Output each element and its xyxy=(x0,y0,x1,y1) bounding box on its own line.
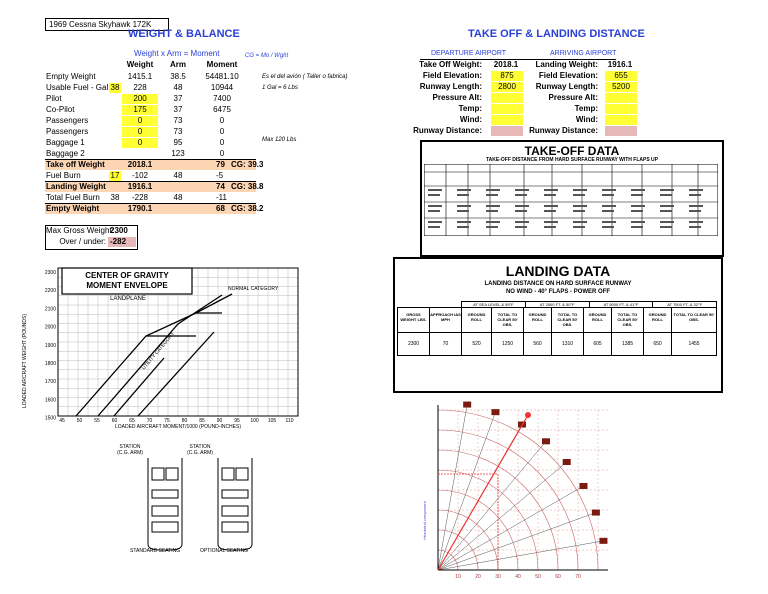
to-grid-cell xyxy=(515,210,527,212)
wind-axis-label: Headwind component xyxy=(422,501,427,540)
to-grid-cell xyxy=(602,194,614,196)
pilot-seat-optional xyxy=(222,468,234,480)
wind-angle-tag xyxy=(542,438,550,444)
arr-runway-length-label: Runway Length: xyxy=(535,82,598,91)
to-grid-cell xyxy=(515,194,527,196)
to-grid-cell xyxy=(660,189,674,191)
col-arm-header: Arm xyxy=(169,60,186,69)
wb-row-label: Pilot xyxy=(46,94,62,103)
wb-row-arm: 95 xyxy=(173,138,183,147)
wb-row-arm: 38.5 xyxy=(170,72,186,81)
to-grid-cell xyxy=(689,205,703,207)
to-grid-cell xyxy=(631,210,643,212)
wb-row-arm: 37 xyxy=(173,94,183,103)
to-grid-cell xyxy=(573,221,587,223)
wind-x-tick: 70 xyxy=(575,574,581,580)
wb-row-moment: 54481.10 xyxy=(205,72,239,81)
dep-runway-distance-value xyxy=(491,126,523,136)
wb-row-moment: 0 xyxy=(219,127,225,136)
fuselage-outline-optional xyxy=(218,458,252,550)
to-grid-cell xyxy=(544,205,558,207)
to-grid-cell xyxy=(689,194,701,196)
cg-y-tick: 1500 xyxy=(44,415,56,422)
wind-x-tick: 30 xyxy=(495,574,501,580)
takeoff-weight-label-2: Take Off Weight: xyxy=(419,60,482,69)
wind-angle-tag xyxy=(599,538,607,544)
takeoff-weight-label: Take off Weight xyxy=(46,160,105,169)
cg-x-tick: 110 xyxy=(285,418,294,424)
wb-row-weight: 1415.1 xyxy=(127,72,153,81)
arr-wind-label: Wind: xyxy=(575,115,598,124)
to-grid-cell xyxy=(515,189,529,191)
wb-row-moment: 0 xyxy=(219,149,225,158)
pilot-seat-standard xyxy=(152,468,164,480)
cg-x-tick: 45 xyxy=(59,418,65,424)
wind-ray xyxy=(438,415,494,570)
total-fuel-burn-arm: 48 xyxy=(173,193,183,202)
to-grid-cell xyxy=(515,226,527,228)
to-grid-cell xyxy=(486,194,498,196)
optional-seating-label: OPTIONAL SEATING xyxy=(200,548,249,554)
arr-runway-length-input[interactable]: 5200 xyxy=(605,82,637,92)
max-gross-label: Max Gross Weight: xyxy=(46,226,114,235)
dep-runway-distance-label: Runway Distance: xyxy=(413,126,482,135)
cg-utility-label: UTILITY CATEGORY xyxy=(140,331,177,372)
wb-row-arm: 48 xyxy=(173,83,183,92)
baggage-area2-standard xyxy=(152,522,178,532)
ld-cell-0: 2300 xyxy=(397,333,429,355)
rear-pass-optional xyxy=(222,490,248,498)
to-grid-cell xyxy=(689,189,703,191)
wind-x-tick: 50 xyxy=(535,574,541,580)
ld-cell-1: 70 xyxy=(429,333,461,355)
cg-x-label: LOADED AIRCRAFT MOMENT/1000 (POUND-INCHES) xyxy=(114,424,242,430)
departure-airport-label: DEPARTURE AIRPORT xyxy=(431,50,507,57)
landing-data-title: LANDING DATA xyxy=(505,263,611,279)
to-grid-cell xyxy=(573,205,587,207)
dep-pressure-alt-input[interactable] xyxy=(491,93,523,103)
cg-y-tick: 1900 xyxy=(44,342,56,349)
fuel-burn-moment: -5 xyxy=(216,171,224,180)
to-grid-cell xyxy=(515,205,529,207)
to-grid-cell xyxy=(486,226,498,228)
rear-pass-standard xyxy=(152,490,178,498)
ld-cell-4: 560 xyxy=(523,333,551,355)
wb-formula: Weight x Arm = Moment xyxy=(134,49,220,58)
to-grid-cell xyxy=(631,194,643,196)
ld-header-0: GROSS WEIGHT LBS. xyxy=(397,308,429,332)
to-grid-cell xyxy=(660,226,672,228)
wb-row-moment: 0 xyxy=(219,116,225,125)
takeoff-data-subtitle: TAKE-OFF DISTANCE FROM HARD SURFACE RUNWAY WITH FLAPS UP xyxy=(485,157,659,163)
ld-cell-9: 1455 xyxy=(671,333,717,355)
to-grid-cell xyxy=(631,226,643,228)
wb-row-moment: 10944 xyxy=(210,83,234,92)
cg-formula: CG = Mo / Wght xyxy=(245,53,289,59)
total-fuel-burn-moment: -11 xyxy=(216,193,227,202)
to-grid-cell xyxy=(457,194,469,196)
to-grid-cell xyxy=(631,221,645,223)
to-grid-cell xyxy=(457,221,471,223)
dep-runway-length-input[interactable]: 2800 xyxy=(491,82,523,92)
cg-normal-label: NORMAL CATEGORY xyxy=(228,286,279,292)
to-grid-cell xyxy=(486,189,500,191)
ld-alt-3: AT 7500 FT. & 32°F xyxy=(652,302,717,307)
wb-row-label: Passengers xyxy=(46,127,89,136)
envelope-line-c xyxy=(114,358,164,416)
arr-temp-label: Temp: xyxy=(574,104,598,113)
to-grid-cell xyxy=(602,226,614,228)
arr-field-elev-input[interactable]: 655 xyxy=(605,71,637,81)
to-grid-cell xyxy=(602,210,614,212)
arr-temp-input[interactable] xyxy=(605,104,637,114)
standard-seating-label: STANDARD SEATING xyxy=(130,548,181,554)
cg-x-tick: 65 xyxy=(129,418,135,424)
over-under-value: -282 xyxy=(108,237,136,247)
total-fuel-burn-weight: -228 xyxy=(131,193,148,202)
wb-row-gal-input[interactable]: 38 xyxy=(110,83,120,92)
dep-temp-label: Temp: xyxy=(458,104,482,113)
to-grid-cell xyxy=(602,205,616,207)
todl-heading: TAKE OFF & LANDING DISTANCE xyxy=(468,28,645,40)
ld-header-8: GROUND ROLL xyxy=(643,308,671,332)
landing-data-subtitle-2: NO WIND - 40° FLAPS - POWER OFF xyxy=(505,289,611,295)
ld-cell-2: 520 xyxy=(461,333,491,355)
arr-runway-distance-value xyxy=(605,126,637,136)
cg-x-tick: 85 xyxy=(199,418,205,424)
ld-header-7: TOTAL TO CLEAR 50' OBS. xyxy=(611,308,643,332)
wb-row-moment: 7400 xyxy=(213,94,231,103)
landing-data-table xyxy=(393,257,723,393)
cg-x-tick: 50 xyxy=(76,418,83,424)
wind-angle-tag xyxy=(463,402,471,408)
to-grid-cell xyxy=(689,226,701,228)
wb-row-label: Usable Fuel - Gal xyxy=(46,83,109,92)
to-grid-cell xyxy=(457,226,469,228)
wb-row-note: Max 120 Lbs xyxy=(262,137,297,143)
to-grid-cell xyxy=(573,210,585,212)
fuel-burn-label: Fuel Burn xyxy=(46,171,81,180)
wb-row-moment: 6475 xyxy=(213,105,231,114)
wind-x-tick: 20 xyxy=(475,574,481,580)
cg-y-tick: 2300 xyxy=(44,270,56,276)
wind-angle-tag xyxy=(563,459,571,465)
to-grid-cell xyxy=(602,189,616,191)
arr-pressure-alt-input[interactable] xyxy=(605,93,637,103)
takeoff-data-grid xyxy=(424,164,718,236)
cg-x-tick: 55 xyxy=(94,418,100,424)
to-grid-cell xyxy=(631,189,645,191)
wind-angle-tag xyxy=(491,409,499,415)
copilot-seat-standard xyxy=(166,468,178,480)
col-moment-header: Moment xyxy=(206,60,238,69)
baggage-area1-optional xyxy=(222,506,248,516)
to-grid-cell xyxy=(660,221,674,223)
max-gross-value: 2300 xyxy=(110,226,128,235)
cg-x-tick: 100 xyxy=(250,418,259,424)
to-grid-cell xyxy=(428,194,440,196)
dep-field-elev-input[interactable]: 875 xyxy=(491,71,523,81)
takeoff-moment-value: 79 xyxy=(216,160,225,169)
wb-row-label: Empty Weight xyxy=(46,72,96,81)
cg-x-tick: 75 xyxy=(164,418,170,424)
wind-angle-tag xyxy=(579,483,587,489)
takeoff-weight-value-2: 2018.1 xyxy=(493,60,519,69)
wb-row-weight[interactable]: 228 xyxy=(133,83,147,92)
takeoff-data-title: TAKE-OFF DATA xyxy=(524,144,620,158)
wind-point xyxy=(525,412,531,418)
landing-weight-label-2: Landing Weight: xyxy=(535,60,598,69)
to-grid-cell xyxy=(486,210,498,212)
ld-alt-1: AT 2500 FT. & 50°F xyxy=(525,302,589,307)
total-fuel-burn-gal: 38 xyxy=(110,193,120,202)
ld-cell-5: 1310 xyxy=(551,333,583,355)
wb-row-arm: 73 xyxy=(173,127,183,136)
to-grid-cell xyxy=(660,205,674,207)
document-title: 1969 Cessna Skyhawk 172K xyxy=(45,18,169,31)
baggage-area1-standard xyxy=(152,506,178,516)
wb-row-label: Baggage 2 xyxy=(46,149,85,158)
ld-header-2: GROUND ROLL xyxy=(461,308,491,332)
dep-field-elev-label: Field Elevation: xyxy=(422,71,482,80)
dep-wind-label: Wind: xyxy=(459,115,482,124)
wb-row-arm: 37 xyxy=(173,105,183,114)
ld-cell-8: 650 xyxy=(643,333,671,355)
to-grid-cell xyxy=(544,194,556,196)
cg-y-label: LOADED AIRCRAFT WEIGHT (POUNDS) xyxy=(22,314,28,408)
arr-field-elev-label: Field Elevation: xyxy=(538,71,598,80)
cg-title-2: MOMENT ENVELOPE xyxy=(86,281,168,290)
total-fuel-burn-label: Total Fuel Burn xyxy=(46,193,100,202)
wb-row-weight[interactable]: 0 xyxy=(122,127,158,137)
to-grid-cell xyxy=(457,189,471,191)
wind-x-tick: 60 xyxy=(555,574,561,580)
wb-row-weight[interactable]: 0 xyxy=(122,138,158,148)
landing-weight-value: 1916.1 xyxy=(127,182,153,191)
to-grid-cell xyxy=(428,205,442,207)
to-grid-cell xyxy=(660,194,672,196)
arriving-airport-label: ARRIVING AIRPORT xyxy=(550,50,617,57)
to-grid-cell xyxy=(428,226,440,228)
to-grid-cell xyxy=(486,221,500,223)
landing-weight-value-2: 1916.1 xyxy=(607,60,633,69)
to-grid-cell xyxy=(689,221,703,223)
empty-weight-label: Empty Weight xyxy=(46,204,100,213)
cg-x-tick: 80 xyxy=(181,418,188,424)
cg-y-tick: 2200 xyxy=(44,288,56,295)
to-grid-cell xyxy=(428,210,440,212)
wb-row-arm: 73 xyxy=(173,116,183,125)
landing-cg-value: CG: 38.8 xyxy=(231,182,264,191)
landing-moment-value: 74 xyxy=(216,182,225,191)
landing-data-subtitle-1: LANDING DISTANCE ON HARD SURFACE RUNWAY xyxy=(484,281,632,287)
to-grid-cell xyxy=(689,210,701,212)
wb-row-label: Co-Pilot xyxy=(46,105,75,114)
cg-title-1: CENTER OF GRAVITY xyxy=(85,271,169,280)
to-grid-cell xyxy=(544,210,556,212)
fuel-burn-arm: 48 xyxy=(173,171,183,180)
arr-pressure-alt-label: Pressure Alt: xyxy=(548,93,598,102)
takeoff-cg-value: CG: 39.3 xyxy=(231,160,264,169)
ld-alt-0: AT SEA LEVEL & 59°F xyxy=(461,302,525,307)
empty-moment-value: 68 xyxy=(216,204,225,213)
dep-pressure-alt-label: Pressure Alt: xyxy=(432,93,482,102)
to-grid-cell xyxy=(544,221,558,223)
ld-header-3: TOTAL TO CLEAR 50' OBS. xyxy=(491,308,523,332)
to-grid-cell xyxy=(602,221,616,223)
col-weight-header: Weight xyxy=(126,60,154,69)
wind-x-tick: 10 xyxy=(455,574,461,580)
wb-row-moment: 0 xyxy=(219,138,225,147)
wb-row-note: Es el del avión ( Taller o fabrica) xyxy=(262,74,348,80)
fuselage-outline-standard xyxy=(148,458,182,550)
takeoff-weight-value: 2018.1 xyxy=(127,160,153,169)
to-grid-cell xyxy=(457,205,471,207)
to-grid-cell xyxy=(544,226,556,228)
station-label-optional: STATION xyxy=(189,444,211,450)
cg-arm-label-optional: (C.G. ARM) xyxy=(187,450,213,456)
ld-alt-2: AT 5000 FT. & 41°F xyxy=(589,302,653,307)
landing-weight-label: Landing Weight xyxy=(46,182,106,191)
to-grid-cell xyxy=(457,210,469,212)
to-grid-cell xyxy=(515,221,529,223)
takeoff-data-table xyxy=(420,140,724,257)
over-under-label: Over / under: xyxy=(59,237,106,246)
to-grid-cell xyxy=(573,226,585,228)
dep-wind-input[interactable] xyxy=(491,115,523,125)
cg-y-tick: 1800 xyxy=(44,361,56,367)
to-grid-cell xyxy=(660,210,672,212)
to-grid-cell xyxy=(428,221,442,223)
landing-data-grid xyxy=(397,301,717,356)
ld-header-9: TOTAL TO CLEAR 50' OBS. xyxy=(671,308,717,332)
baggage-area2-optional xyxy=(222,522,248,532)
dep-temp-input[interactable] xyxy=(491,104,523,114)
ld-header-5: TOTAL TO CLEAR 50' OBS. xyxy=(551,308,583,332)
ld-cell-3: 1250 xyxy=(491,333,523,355)
cg-y-tick: 1700 xyxy=(44,379,56,386)
station-label-standard: STATION xyxy=(119,444,141,450)
station-seating-diagram xyxy=(100,440,270,565)
cg-y-tick: 2100 xyxy=(44,306,56,313)
arr-wind-input[interactable] xyxy=(605,115,637,125)
cg-y-tick: 2000 xyxy=(44,324,56,331)
wind-angle-tag xyxy=(592,510,600,516)
arr-runway-distance-label: Runway Distance: xyxy=(529,126,598,135)
copilot-seat-optional xyxy=(236,468,248,480)
cg-x-tick: 90 xyxy=(216,418,223,424)
dep-runway-length-label: Runway Length: xyxy=(419,82,482,91)
ld-cell-6: 605 xyxy=(583,333,611,355)
cg-x-tick: 60 xyxy=(111,418,118,424)
wb-row-weight[interactable]: 0 xyxy=(122,116,158,126)
wb-row-label: Passengers xyxy=(46,116,89,125)
wb-row-note: 1 Gal = 6 Lbs xyxy=(262,85,298,91)
cg-y-tick: 1600 xyxy=(44,397,56,404)
to-grid-cell xyxy=(573,194,585,196)
to-grid-cell xyxy=(573,189,587,191)
wind-x-tick: 40 xyxy=(515,574,521,580)
to-grid-cell xyxy=(486,205,500,207)
ld-cell-7: 1385 xyxy=(611,333,643,355)
wb-row-label: Baggage 1 xyxy=(46,138,85,147)
cg-arm-label-standard: (C.G. ARM) xyxy=(117,450,143,456)
empty-weight-value: 1790.1 xyxy=(127,204,153,213)
empty-cg-value: CG: 38.2 xyxy=(231,204,264,213)
wind-ray xyxy=(438,514,593,570)
to-grid-cell xyxy=(544,189,558,191)
wb-row-weight[interactable]: 200 xyxy=(122,94,158,104)
ld-header-4: GROUND ROLL xyxy=(523,308,551,332)
ld-header-1: APPROACH IAS MPH xyxy=(429,308,461,332)
cg-landplane: LANDPLANE xyxy=(110,296,146,302)
wb-row-weight[interactable]: 175 xyxy=(122,105,158,115)
crosswind-chart xyxy=(418,400,608,582)
cg-x-tick: 70 xyxy=(146,418,153,424)
fuel-burn-gal-input[interactable]: 17 xyxy=(110,171,120,180)
to-grid-cell xyxy=(428,189,442,191)
cg-x-tick: 95 xyxy=(234,418,240,424)
wb-row-arm: 123 xyxy=(171,149,185,158)
cg-envelope-chart xyxy=(18,258,308,430)
to-grid-cell xyxy=(631,205,645,207)
wb-heading: WEIGHT & BALANCE xyxy=(128,28,240,40)
cg-x-tick: 105 xyxy=(267,418,277,424)
fuel-burn-weight: -102 xyxy=(131,171,148,180)
ld-header-6: GROUND ROLL xyxy=(583,308,611,332)
